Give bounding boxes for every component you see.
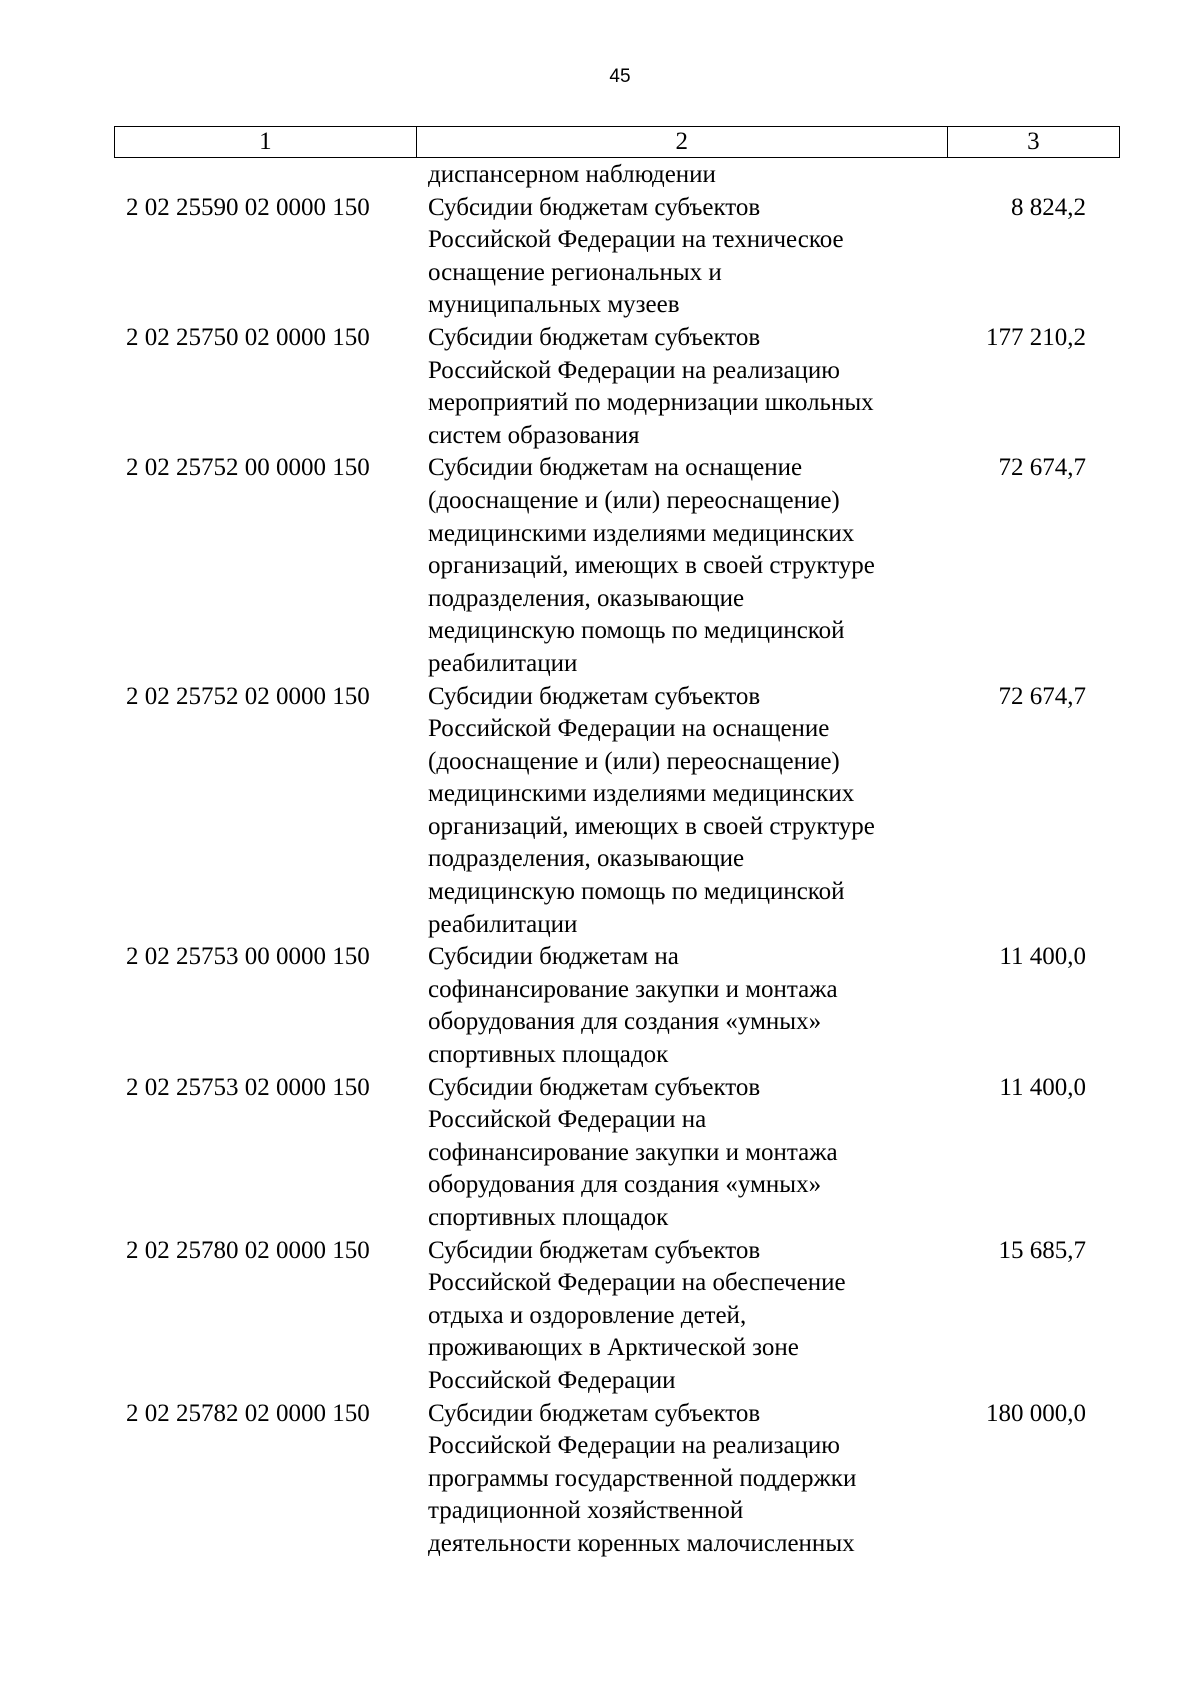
description-line: отдыха и оздоровление детей, [428,1301,747,1329]
description-line: подразделения, оказывающие [428,584,745,612]
description-line: оборудования для создания «умных» [428,1171,822,1199]
description-line: Субсидии бюджетам субъектов [428,1236,761,1264]
description-line: организаций, имеющих в своей структуре [428,812,875,840]
amount-value: 11 400,0 [999,1073,1086,1101]
column-header-3: 3 [947,127,1119,158]
description-line: медицинскими изделиями медицинских [428,519,855,547]
description-line: (дооснащение и (или) переоснащение) [428,486,840,514]
table-row [0,192,1200,322]
description-line: Российской Федерации на [428,1106,707,1134]
description-line: Субсидии бюджетам на оснащение [428,454,803,482]
amount-value: 8 824,2 [1011,193,1086,221]
description-line: Субсидии бюджетам субъектов [428,1399,761,1427]
description-line: традиционной хозяйственной [428,1497,744,1525]
row-description [426,322,948,452]
table-row [0,1398,1200,1561]
description-line: софинансирование закупки и монтажа [428,975,838,1003]
description-line: мероприятий по модернизации школьных [428,389,874,417]
description-line: Субсидии бюджетам субъектов [428,193,761,221]
description-line: оборудования для создания «умных» [428,1008,822,1036]
description-line: Субсидии бюджетам субъектов [428,323,761,351]
budget-code: 2 02 25752 02 0000 150 [126,682,370,710]
description-line: программы государственной поддержки [428,1464,857,1492]
column-header-table [114,126,1120,158]
budget-code: 2 02 25782 02 0000 150 [126,1399,370,1427]
budget-code: 2 02 25752 00 0000 150 [126,454,370,482]
column-header-1: 1 [115,127,417,158]
budget-code: 2 02 25753 02 0000 150 [126,1073,370,1101]
amount-value: 15 685,7 [998,1236,1086,1264]
description-line: Российской Федерации на реализацию [428,356,840,384]
table-row [0,1072,1200,1235]
description-line: Российской Федерации на оснащение [428,715,830,743]
description-line: Субсидии бюджетам субъектов [428,1073,761,1101]
amount-value: 72 674,7 [998,454,1086,482]
description-line: проживающих в Арктической зоне [428,1334,799,1362]
description-line: медицинскими изделиями медицинских [428,780,855,808]
description-line: реабилитации [428,910,578,938]
budget-code: 2 02 25753 00 0000 150 [126,943,370,971]
table-row [0,681,1200,942]
description-line: Российской Федерации на реализацию [428,1432,840,1460]
description-line: спортивных площадок [428,1041,669,1069]
amount-value: 72 674,7 [998,682,1086,710]
description-line: подразделения, оказывающие [428,845,745,873]
description-line: деятельности коренных малочисленных [428,1529,855,1557]
row-description [426,681,948,942]
table-row [0,452,1200,680]
budget-code: 2 02 25780 02 0000 150 [126,1236,370,1264]
description-line: софинансирование закупки и монтажа [428,1138,838,1166]
table-row [0,1235,1200,1398]
budget-code: 2 02 25750 02 0000 150 [126,323,370,351]
description-line: (дооснащение и (или) переоснащение) [428,747,840,775]
description-line: муниципальных музеев [428,291,680,319]
table-row [0,941,1200,1071]
amount-value [948,159,1086,192]
description-line: организаций, имеющих в своей структуре [428,552,875,580]
row-description [426,1072,948,1235]
row-description [426,159,948,192]
description-line: оснащение региональных и [428,258,722,286]
budget-code [126,159,426,192]
description-line: Субсидии бюджетам субъектов [428,682,761,710]
row-description [426,452,948,680]
description-line: Российской Федерации на техническое [428,226,844,254]
row-description [426,1235,948,1398]
column-header-2: 2 [416,127,947,158]
amount-value: 177 210,2 [986,323,1086,351]
description-line: медицинскую помощь по медицинской [428,878,845,906]
table-row [0,159,1200,192]
budget-code: 2 02 25590 02 0000 150 [126,193,370,221]
description-line: Российской Федерации на обеспечение [428,1269,846,1297]
page-number: 45 [609,66,631,87]
amount-value: 11 400,0 [999,943,1086,971]
description-line: Субсидии бюджетам на [428,943,679,971]
description-line: систем образования [428,421,640,449]
row-description [426,941,948,1071]
table-row [0,322,1200,452]
row-description [426,192,948,322]
description-line: медицинскую помощь по медицинской [428,617,845,645]
description-line: реабилитации [428,649,578,677]
row-description [426,1398,948,1561]
budget-table-body [0,159,1200,1561]
description-line: Российской Федерации [428,1366,676,1394]
description-line: диспансерном наблюдении [428,161,716,188]
column-header-row [115,127,1120,158]
amount-value: 180 000,0 [986,1399,1086,1427]
description-line: спортивных площадок [428,1204,669,1231]
